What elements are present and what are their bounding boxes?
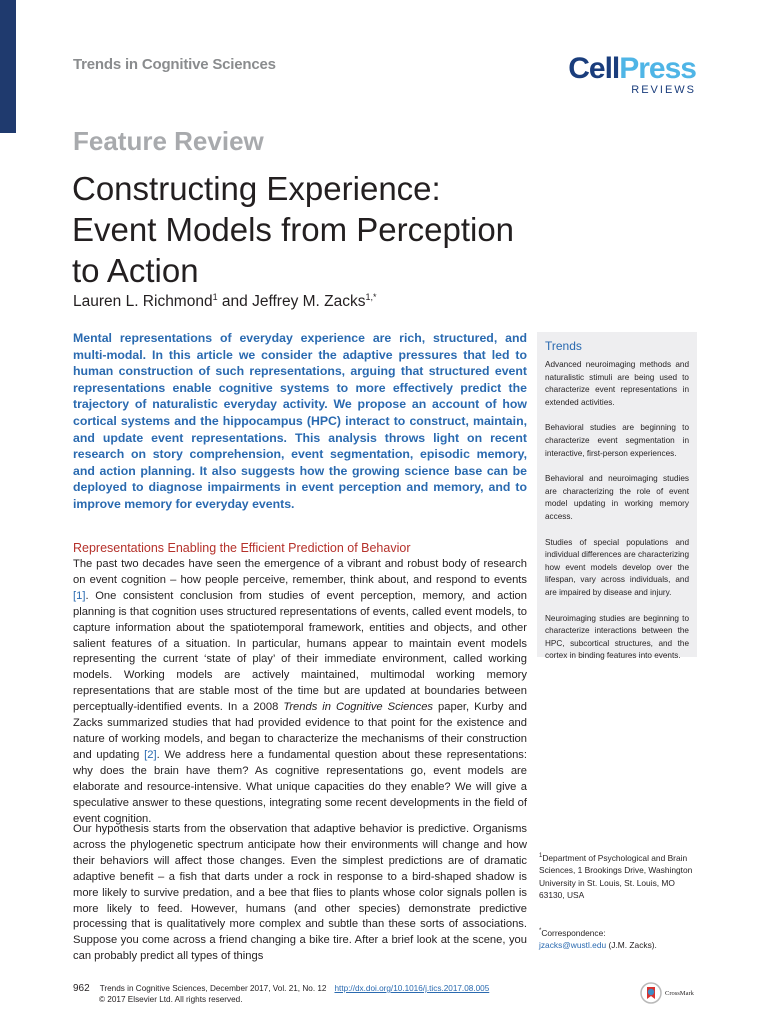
title-line-1: Constructing Experience: — [72, 170, 441, 207]
body-paragraph-1 — [73, 557, 527, 827]
body-paragraph-2: Our hypothesis starts from the observation that adaptive behavior is predictive. Organisms across the phylogenetic spectrum anticipate how their environments will change and how their behaviors will affect those changes. Even the simplest predictions are of dramatic adaptive benefit – a fish that darts under a rock in response to a bird-shaped shadow is more likely to survive predation, and a bee that flies to plants whose color signals pollen is more likely to feed. However, humans (and other species) demonstrate predictive processing that is qualitatively more complex and subtle than these sorts of associations. Suppose you come across a friend changing a bike tire. After a brief look at the scene, you can probably predict all types of things — [73, 823, 527, 963]
section-heading: Representations Enabling the Efficient Prediction of Behavior — [73, 541, 411, 555]
article-type: Feature Review — [73, 126, 264, 156]
p1-journal-italic: Trends in Cognitive Sciences — [283, 701, 434, 714]
logo-wordmark — [568, 54, 696, 84]
p1-part-a: The past two decades have seen the emergence of a vibrant and robust body of research on event cognition – how people perceive, remember, think about, and respond to events — [73, 558, 527, 586]
journal-name: Trends in Cognitive Sciences — [73, 56, 276, 73]
trends-box — [537, 332, 697, 661]
p1-part-c: paper, Kurby and Zacks summarized studies that had provided evidence to that point for the existence and nature of working models, and began to characterize the mechanisms of their construction and updating — [73, 701, 528, 761]
correspondence-contact — [539, 939, 701, 951]
crossmark-badge[interactable] — [640, 982, 694, 1004]
logo-cell-text: Cell — [568, 52, 620, 85]
trend-item: Behavioral studies are beginning to characterize event segmentation in interactive, first-person experiences. — [545, 423, 689, 458]
affiliation-text: Department of Psychological and Brain Sciences, 1 Brookings Drive, Washington University in St. Louis, St. Louis, MO 63130, USA — [539, 852, 693, 901]
author-1-sup: 1 — [212, 292, 218, 302]
p1-part-b: . One consistent conclusion from studies of event perception, memory, and action planning is that cognition uses structured representations of events, called event models, to capture information about the spatiotemporal framework, entities and objects, and other salient features of a situation. In particular, humans appear to maintain event models representing the current ‘state of play’ of their immediate environment, called working models. Working models are actively maintained, multimodal working memory representations that are stable most of the time but are updated at boundaries between perceptually-identified events. In a 2008 — [73, 589, 527, 714]
abstract: Mental representations of everyday experience are rich, structured, and multi-modal. In this article we consider the adaptive pressures that led to human construction of such representations, arguing that structured event representations enable cognitive systems to more effectively predict the trajectory of naturalistic everyday activity. We propose an account of how cortical systems and the hippocampus (HPC) interact to construct, maintain, and update event representations. This analysis throws light on recent research on story comprehension, event segmentation, episodic memory, and action planning. It also suggests how the growing science base can be deployed to diagnose impairments in event perception and memory, and to improve memory for everyday events. — [73, 331, 527, 511]
crossmark-label: CrossMark — [665, 989, 694, 997]
correspondence — [539, 925, 701, 952]
doi-link[interactable]: http://dx.doi.org/10.1016/j.tics.2017.08.005 — [334, 984, 490, 993]
cellpress-logo[interactable] — [568, 54, 696, 96]
title-line-3: to Action — [72, 252, 199, 289]
article-title — [72, 168, 542, 291]
logo-press-text: Press — [619, 52, 696, 85]
trends-title: Trends — [545, 339, 582, 353]
page-number: 962 — [73, 983, 90, 994]
affiliation — [539, 850, 701, 901]
p1-part-d: . We address here a fundamental question about these representations: why does the brain have them? As cognitive representations go, event models are elaborate and resource-intensive. What unique capacities do they enable? We will give a speculative answer to these questions, integrating some recent developments in the field of event cognition. — [73, 748, 527, 825]
affiliation-sup: 1 — [539, 853, 543, 859]
reference-link-2[interactable]: [2] — [144, 748, 157, 761]
left-accent-bar — [0, 0, 16, 133]
footer-citation: Trends in Cognitive Sciences, December 2017, Vol. 21, No. 12 — [99, 984, 327, 993]
trend-item: Studies of special populations and individual differences are characterizing how event models develop over the lifespan, vary across individuals, and are impaired by disease and injury. — [545, 537, 689, 597]
author-2-sup: 1,* — [365, 292, 377, 302]
title-line-2: Event Models from Perception — [72, 211, 515, 248]
reference-link-1[interactable]: [1] — [73, 589, 86, 602]
author-separator: and — [217, 293, 253, 311]
author-list — [73, 292, 377, 311]
footer — [73, 982, 633, 995]
correspondence-label-line — [539, 925, 701, 939]
copyright: © 2017 Elsevier Ltd. All rights reserved. — [99, 995, 243, 1004]
author-1: Lauren L. Richmond — [73, 293, 213, 311]
crossmark-icon — [640, 982, 662, 1004]
trend-item: Advanced neuroimaging methods and naturalistic stimuli are being used to characterize event representations in extended activities. — [545, 360, 689, 407]
logo-subtitle: REVIEWS — [631, 84, 696, 96]
trend-item: Neuroimaging studies are beginning to characterize interactions between the HPC, subcortical structures, and the cortex in binding features into events. — [545, 613, 689, 661]
author-2: Jeffrey M. Zacks — [252, 293, 366, 311]
trend-item: Behavioral and neuroimaging studies are characterizing the role of event model updating in working memory access. — [545, 474, 689, 521]
correspondence-label: Correspondence: — [541, 927, 606, 938]
correspondence-email-link[interactable]: jzacks@wustl.edu — [539, 940, 607, 951]
correspondence-sup: * — [539, 928, 542, 934]
correspondence-name: (J.M. Zacks). — [606, 940, 657, 951]
